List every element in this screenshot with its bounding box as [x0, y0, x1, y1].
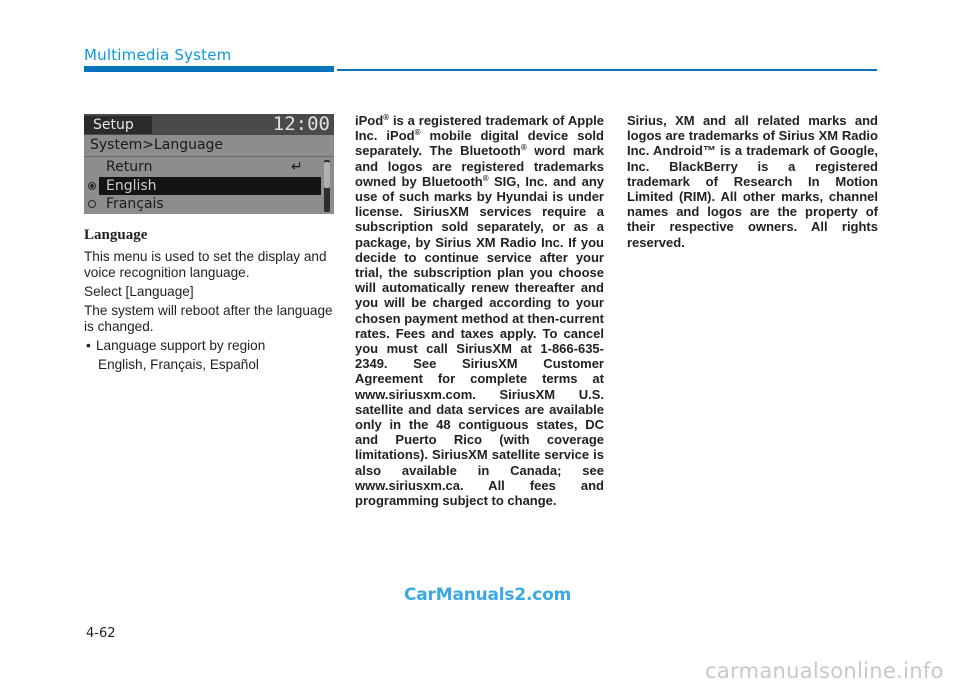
screen-item-francais: [84, 195, 324, 213]
trademark-text: SIG, Inc. and any use of such marks by Hyundai is under license. SiriusXM services require a subscription sold separately, or as a package, by Sirius XM Radio Inc. If you decide to continue service after your trial, the subscription plan you choose will automatically renew thereafter and you will be charged according to your chosen payment method at then-current rates. Fees and taxes apply. To cancel you must call SiriusXM at 1-866-635-2349. See SiriusXM Customer Agreement for complete terms at www.siriusxm.com. SiriusXM U.S. satellite and data services are available only in the 48 contiguous states, DC and Puerto Rico (with coverage limitations). SiriusXM satellite service is also available in Canada; see www.siriusxm.ca. All fees and programming subject to change.: [355, 173, 604, 509]
back-arrow-icon: ↵: [291, 159, 303, 175]
page-number: 4-62: [86, 626, 116, 641]
language-paragraph-1: This menu is used to set the display and voice recognition language.: [84, 249, 327, 280]
screen-scrollbar: [324, 160, 330, 212]
screen-path: System>Language: [90, 137, 224, 153]
screen-item-return: [84, 158, 324, 176]
screen-item-label: Return: [106, 159, 153, 175]
language-bullet: • Language support by region: [84, 338, 334, 354]
screen-header: [84, 114, 334, 135]
trademark-column-right: Sirius, XM and all related marks and logos are trademarks of Sirius XM Radio Inc. Android™ is a trademark of Google, Inc. BlackBerry is a registered trademark of Research In Motion Limited (RIM). All other marks, channel names and logos are the property of their respective owners. All rights reserved.: [627, 113, 878, 250]
trademark-text: mobile digital device sold separately. The Bluetooth: [355, 128, 604, 159]
screen-divider: [84, 156, 334, 157]
language-heading: Language: [84, 227, 148, 243]
registered-mark: ®: [482, 173, 489, 183]
language-paragraph-3: The system will reboot after the language is changed.: [84, 303, 333, 334]
header-rule-thick: [84, 66, 334, 72]
radio-unchecked-icon: [88, 200, 96, 208]
section-title: Multimedia System: [84, 46, 232, 64]
language-section: [84, 226, 334, 376]
registered-mark: ®: [414, 128, 421, 138]
screen-item-label: English: [106, 178, 157, 194]
trademark-column-left: [355, 113, 604, 508]
radio-checked-icon: [88, 182, 96, 190]
registered-mark: ®: [383, 113, 390, 122]
screen-scroll-thumb: [324, 162, 330, 188]
watermark-logo: CarManuals2.com: [404, 585, 572, 605]
header-rule-thin: [337, 69, 877, 71]
footer-watermark: carmanualsonline.info: [705, 659, 944, 683]
trademark-text: word mark and logos are registered trademarks owned by Bluetooth: [355, 143, 604, 189]
registered-mark: ®: [520, 143, 527, 153]
trademark-text: iPod: [355, 113, 384, 128]
language-paragraph-2: Select [Language]: [84, 284, 194, 299]
screen-clock: 12:00: [272, 114, 330, 135]
screen-item-english: [84, 177, 324, 195]
trademark-text: is a registered trademark of Apple Inc. iPod: [355, 113, 604, 144]
setup-screen-image: [84, 114, 334, 214]
screen-tab-setup: Setup: [84, 116, 152, 134]
language-bullet-detail: English, Français, Español: [98, 357, 259, 372]
screen-item-label: Français: [106, 196, 164, 212]
